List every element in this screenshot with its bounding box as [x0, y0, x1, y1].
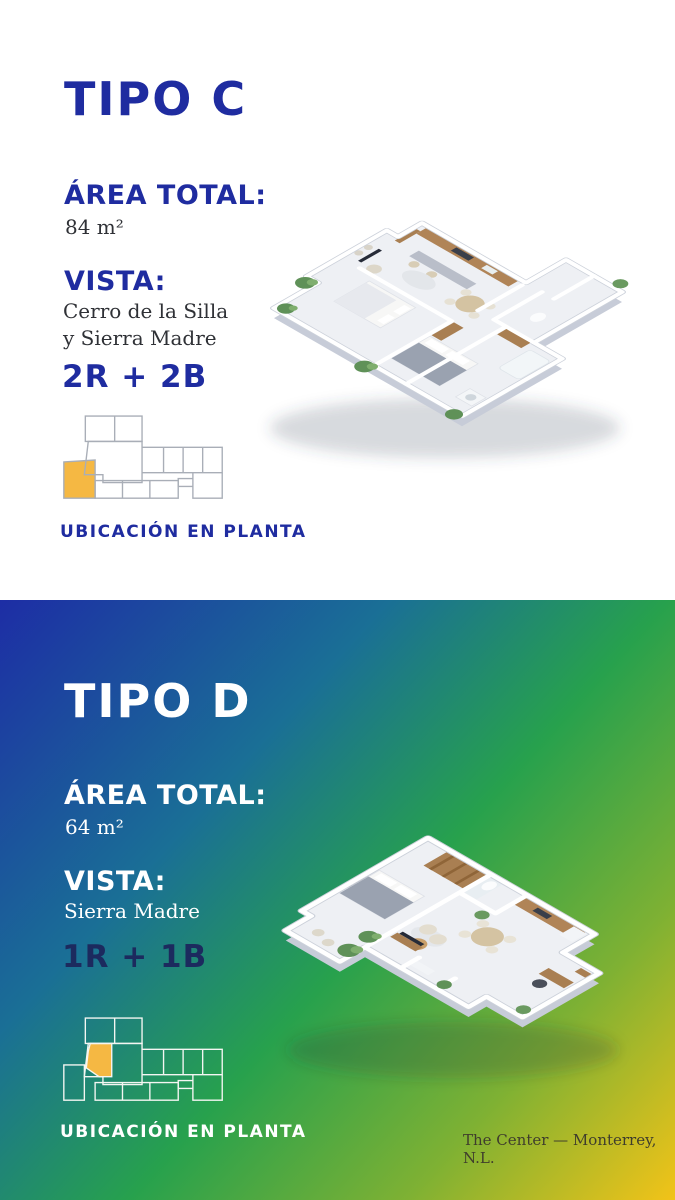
- tipo-d-area-label: ÁREA TOTAL:: [64, 780, 267, 811]
- tipo-c-title: TIPO C: [64, 72, 248, 126]
- tipo-c-vista-line1: Cerro de la Silla: [63, 299, 229, 323]
- floorplan-shadow: [288, 1022, 618, 1078]
- tipo-d-plan-caption: UBICACIÓN EN PLANTA: [60, 1122, 307, 1142]
- tipo-c-vista-value: [63, 298, 228, 352]
- floorplan-iso-group: [250, 185, 650, 424]
- tipo-c-highlighted-unit: [64, 460, 95, 498]
- tipo-d-floorplan-3d: [268, 778, 658, 1108]
- tipo-d-area-value: 64 m²: [65, 815, 124, 839]
- section-tipo-d: [0, 600, 675, 1200]
- tipo-d-vista-value: Sierra Madre: [64, 899, 200, 923]
- floorplan-iso-group: [277, 838, 631, 1042]
- tipo-c-floorplan-3d: [250, 148, 650, 493]
- project-footer: The Center — Monterrey, N.L.: [463, 1131, 657, 1167]
- tipo-c-config: 2R + 2B: [62, 359, 208, 395]
- tipo-c-area-label: ÁREA TOTAL:: [64, 180, 267, 211]
- tipo-c-vista-line2: y Sierra Madre: [63, 326, 217, 350]
- tipo-c-footprint-lines: [84, 416, 222, 498]
- tipo-d-config: 1R + 1B: [62, 939, 208, 975]
- tipo-c-location-plan: [56, 412, 232, 510]
- tipo-d-highlighted-unit: [86, 1043, 111, 1076]
- tipo-d-location-plan: [56, 1014, 232, 1112]
- tipo-d-title: TIPO D: [64, 674, 252, 728]
- tipo-c-plan-caption: UBICACIÓN EN PLANTA: [60, 522, 307, 542]
- tipo-c-area-value: 84 m²: [65, 215, 124, 239]
- tipo-d-vista-label: VISTA:: [64, 866, 166, 897]
- tipo-c-vista-label: VISTA:: [64, 266, 166, 297]
